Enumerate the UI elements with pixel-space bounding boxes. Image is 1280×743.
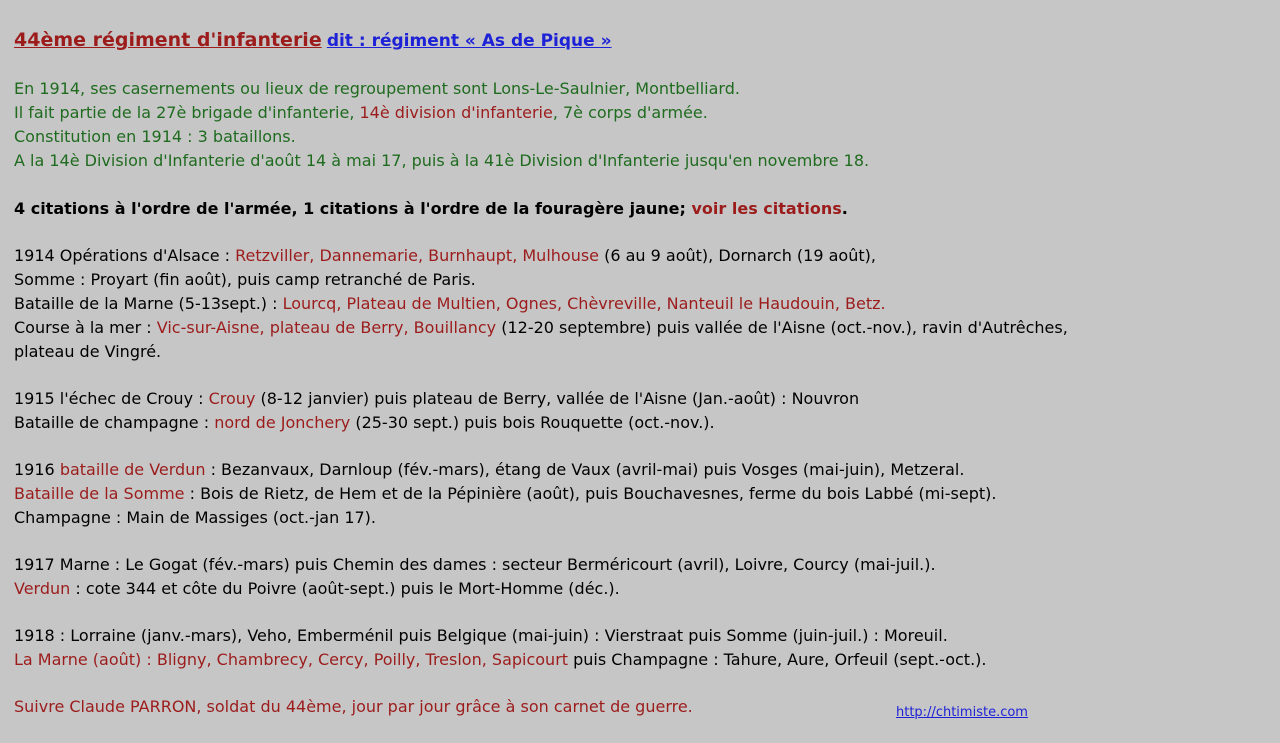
- line-1915-a: [14, 389, 859, 409]
- division-text: 14è division d'infanterie: [359, 103, 553, 122]
- line-1914-d: [14, 318, 1068, 338]
- intro-line-3: Constitution en 1914 : 3 bataillons.: [14, 127, 296, 146]
- t: (6 au 9 août), Dornarch (19 août),: [599, 246, 876, 265]
- line-1917-b: [14, 579, 620, 599]
- citations-end: .: [841, 199, 848, 218]
- t: (25-30 sept.) puis bois Rouquette (oct.-nov.).: [350, 413, 715, 432]
- t: Bataille de champagne :: [14, 413, 215, 432]
- line-1914-b: Somme : Proyart (fin août), puis camp retranché de Paris.: [14, 270, 476, 289]
- title-link[interactable]: 44ème régiment d'infanterie: [14, 29, 322, 51]
- t: Bataille de la Marne (5-13sept.) :: [14, 294, 283, 313]
- t: puis Champagne : Tahure, Aure, Orfeuil (sept.-oct.).: [568, 650, 987, 669]
- line-1918-b: [14, 650, 987, 670]
- intro-line-4: A la 14è Division d'Infanterie d'août 14 à mai 17, puis à la 41è Division d'Infanterie jusqu'en novembre 18.: [14, 151, 870, 170]
- t: Course à la mer :: [14, 318, 157, 337]
- t: : Bezanvaux, Darnloup (fév.-mars), étang de Vaux (avril-mai) puis Vosges (mai-juin), Metzeral.: [205, 460, 965, 479]
- t: : Bois de Rietz, de Hem et de la Pépinière (août), puis Bouchavesnes, ferme du bois Labbé (mi-sept).: [184, 484, 997, 503]
- site-url-link[interactable]: http://chtimiste.com: [896, 705, 1028, 720]
- course-link[interactable]: Vic-sur-Aisne, plateau de Berry, Bouillancy: [156, 318, 497, 337]
- jonchery-link[interactable]: nord de Jonchery: [214, 413, 351, 432]
- alsace-link[interactable]: Retzviller, Dannemarie, Burnhaupt, Mulhouse: [235, 246, 600, 265]
- citations-line: [14, 199, 848, 219]
- subtitle-link[interactable]: dit : régiment « As de Pique »: [326, 31, 612, 51]
- citations-link[interactable]: voir les citations: [691, 199, 842, 218]
- line-1917-a: 1917 Marne : Le Gogat (fév.-mars) puis Chemin des dames : secteur Berméricourt (avril), Loivre, Courcy (mai-juil.).: [14, 555, 936, 574]
- verdun-1917-link[interactable]: Verdun: [14, 579, 71, 598]
- citations-text: 4 citations à l'ordre de l'armée, 1 citations à l'ordre de la fouragère jaune;: [14, 199, 692, 218]
- t: (8-12 janvier) puis plateau de Berry, vallée de l'Aisne (Jan.-août) : Nouvron: [255, 389, 860, 408]
- t: : cote 344 et côte du Poivre (août-sept.) puis le Mort-Homme (déc.).: [70, 579, 620, 598]
- parron-link[interactable]: Suivre Claude PARRON, soldat du 44ème, jour par jour grâce à son carnet de guerre.: [14, 697, 693, 716]
- line-1916-b: [14, 484, 996, 504]
- somme-link[interactable]: Bataille de la Somme: [14, 484, 185, 503]
- intro-line-1: En 1914, ses casernements ou lieux de regroupement sont Lons-Le-Saulnier, Montbelliard.: [14, 79, 740, 98]
- intro-line-2: [14, 103, 708, 123]
- t: 1914 Opérations d'Alsace :: [14, 246, 236, 265]
- marne-link[interactable]: Lourcq, Plateau de Multien, Ognes, Chèvreville, Nanteuil le Haudouin, Betz.: [282, 294, 886, 313]
- t: 1916: [14, 460, 60, 479]
- line-1914-a: [14, 246, 876, 266]
- line-1916-c: Champagne : Main de Massiges (oct.-jan 17).: [14, 508, 377, 527]
- line-1914-c: [14, 294, 886, 314]
- line-1914-e: plateau de Vingré.: [14, 342, 162, 361]
- marne-1918-link[interactable]: La Marne (août) : Bligny, Chambrecy, Cercy, Poilly, Treslon, Sapicourt: [14, 650, 569, 669]
- crouy-link[interactable]: Crouy: [208, 389, 256, 408]
- line-1915-b: [14, 413, 715, 433]
- intro-l2c: , 7è corps d'armée.: [552, 103, 708, 122]
- verdun-1916-link[interactable]: bataille de Verdun: [59, 460, 206, 479]
- line-1918-a: 1918 : Lorraine (janv.-mars), Veho, Emberménil puis Belgique (mai-juin) : Vierstraat puis Somme (juin-juil.) : Moreuil.: [14, 626, 948, 645]
- intro-l2a: Il fait partie de la 27è brigade d'infanterie,: [14, 103, 360, 122]
- footer-line: [14, 697, 693, 717]
- page-title: [14, 30, 612, 51]
- t: 1915 l'échec de Crouy :: [14, 389, 209, 408]
- t: (12-20 septembre) puis vallée de l'Aisne (oct.-nov.), ravin d'Autrêches,: [496, 318, 1068, 337]
- line-1916-a: [14, 460, 964, 480]
